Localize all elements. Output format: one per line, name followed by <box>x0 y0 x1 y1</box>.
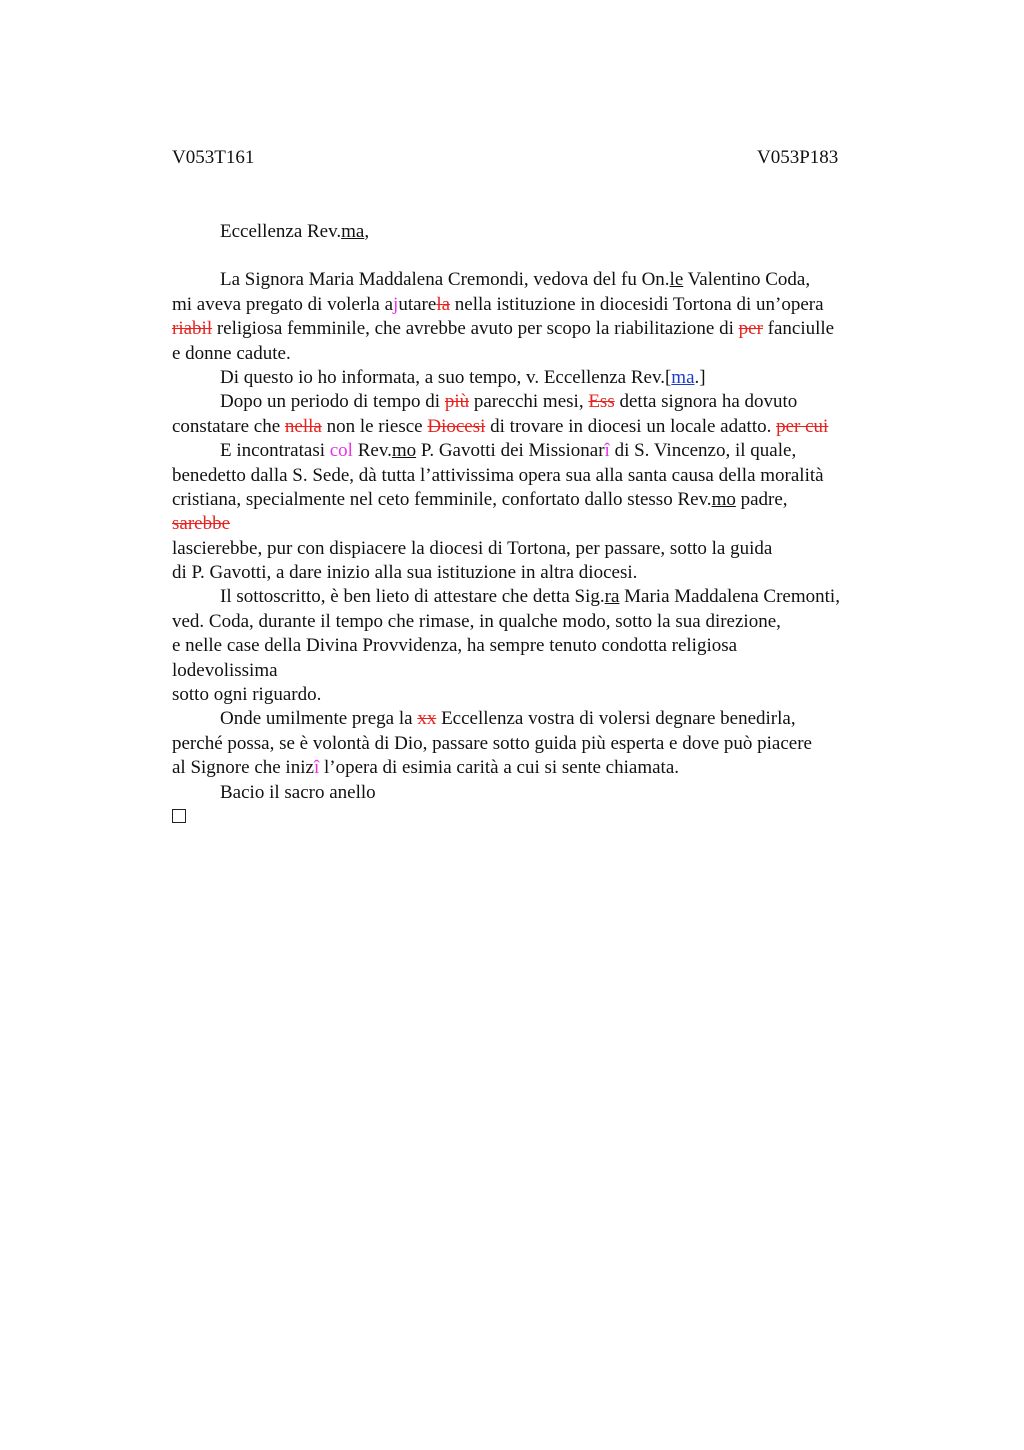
text-run: Il sottoscritto, è ben lieto di attestare che detta Sig. <box>220 586 605 608</box>
text-run: lascierebbe, pur con dispiacere la diocesi di Tortona, per passare, sotto la guida <box>172 537 773 559</box>
text-line <box>172 293 902 317</box>
text-run: Di questo io ho informata, a suo tempo, v. Eccellenza Rev.[ <box>220 366 672 388</box>
text-run: Maria Maddalena Cremonti, <box>619 586 840 608</box>
text-run: Bacio il sacro anello <box>220 781 376 803</box>
text-line <box>172 707 902 731</box>
text-run: Rev. <box>352 440 392 462</box>
deletion: xx <box>417 708 437 730</box>
salutation-punct: , <box>364 221 370 242</box>
paragraph-gap <box>172 244 902 268</box>
text-line <box>172 512 902 536</box>
text-run: nella istituzione in diocesidi Tortona di un’opera <box>450 293 824 315</box>
abbreviation: ra <box>604 586 620 608</box>
text-line <box>172 610 902 634</box>
text-line <box>172 756 902 780</box>
text-run: lodevolissima <box>172 659 278 681</box>
abbreviation-link[interactable]: ma <box>671 366 695 388</box>
text-run: di P. Gavotti, a dare inizio alla sua istituzione in altra diocesi. <box>172 562 638 584</box>
text-run: Onde umilmente prega la <box>220 708 418 730</box>
text-line <box>172 415 902 439</box>
text-run: mi aveva pregato di volerla a <box>172 293 394 315</box>
text-run: e nelle case della Divina Provvidenza, ha sempre tenuto condotta religiosa <box>172 635 738 657</box>
insertion: col <box>329 440 353 462</box>
text-run: fanciulle <box>762 318 835 340</box>
text-line <box>172 439 902 463</box>
text-line <box>172 585 902 609</box>
text-run: Dopo un periodo di tempo di <box>220 391 445 413</box>
text-run: l’opera di esimia carità a cui si sente chiamata. <box>319 757 680 779</box>
text-line <box>172 634 902 658</box>
text-run: non le riesce <box>321 415 428 437</box>
text-run: e donne cadute. <box>172 342 291 364</box>
text-line <box>172 659 902 683</box>
insertion: î <box>313 757 320 779</box>
text-run: P. Gavotti dei Missionar <box>416 440 605 462</box>
abbreviation: mo <box>711 488 736 510</box>
text-run: cristiana, specialmente nel ceto femminile, confortato dallo stesso Rev. <box>172 488 712 510</box>
text-run: detta signora ha dovuto <box>614 391 798 413</box>
deletion: per <box>738 318 763 340</box>
text-line <box>172 561 902 585</box>
text-run: utare <box>398 293 437 315</box>
text-line <box>172 317 902 341</box>
text-line <box>172 268 902 292</box>
letter-body <box>172 220 902 829</box>
text-line <box>172 732 902 756</box>
insertion: î <box>604 440 610 462</box>
text-run: sotto ogni riguardo. <box>172 684 322 706</box>
salutation <box>172 220 902 244</box>
text-run: benedetto dalla S. Sede, dà tutta l’attivissima opera sua alla santa causa della moralità <box>172 464 824 486</box>
text-run: perché possa, se è volontà di Dio, passare sotto guida più esperta e dove può piacere <box>172 732 812 754</box>
text-run: La Signora Maria Maddalena Cremondi, vedova del fu On. <box>220 269 670 291</box>
text-run: religiosa femminile, che avrebbe avuto per scopo la riabilitazione di <box>212 318 739 340</box>
text-run: E incontratasi <box>220 440 330 462</box>
insertion: j <box>393 293 399 315</box>
text-run: padre, <box>735 488 788 510</box>
text-run: di trovare in diocesi un locale adatto. <box>485 415 777 437</box>
deletion: sarebbe <box>172 513 231 535</box>
abbreviation: ma <box>341 221 365 242</box>
text-run: Eccellenza vostra di volersi degnare benedirla, <box>436 708 796 730</box>
text-run: constatare che <box>172 415 285 437</box>
text-run: .] <box>694 366 706 388</box>
text-line <box>172 390 902 414</box>
deletion: Ess <box>588 391 615 413</box>
text-line <box>172 488 902 512</box>
text-line <box>172 537 902 561</box>
text-run: parecchi mesi, <box>469 391 589 413</box>
text-line <box>172 683 902 707</box>
deletion: per cui <box>776 415 829 437</box>
deletion: la <box>436 293 451 315</box>
text-run: di S. Vincenzo, il quale, <box>609 440 797 462</box>
page-code-right: V053P183 <box>757 147 839 168</box>
text-run: Valentino Coda, <box>683 269 811 291</box>
abbreviation: le <box>669 269 684 291</box>
text-line <box>172 366 902 390</box>
checkbox-square-icon <box>172 809 186 823</box>
salutation-text: Eccellenza Rev. <box>220 221 342 242</box>
deletion: Diocesi <box>427 415 486 437</box>
text-run: ved. Coda, durante il tempo che rimase, in qualche modo, sotto la sua direzione, <box>172 610 781 632</box>
document-code-left: V053T161 <box>172 147 255 168</box>
deletion: più <box>444 391 470 413</box>
deletion: riabil <box>172 318 213 340</box>
deletion: nella <box>284 415 322 437</box>
abbreviation: mo <box>391 440 417 462</box>
end-marker-line <box>172 805 902 829</box>
text-run: al Signore che iniz <box>172 757 314 779</box>
text-line <box>172 342 902 366</box>
closing-line <box>172 781 902 805</box>
text-line <box>172 464 902 488</box>
